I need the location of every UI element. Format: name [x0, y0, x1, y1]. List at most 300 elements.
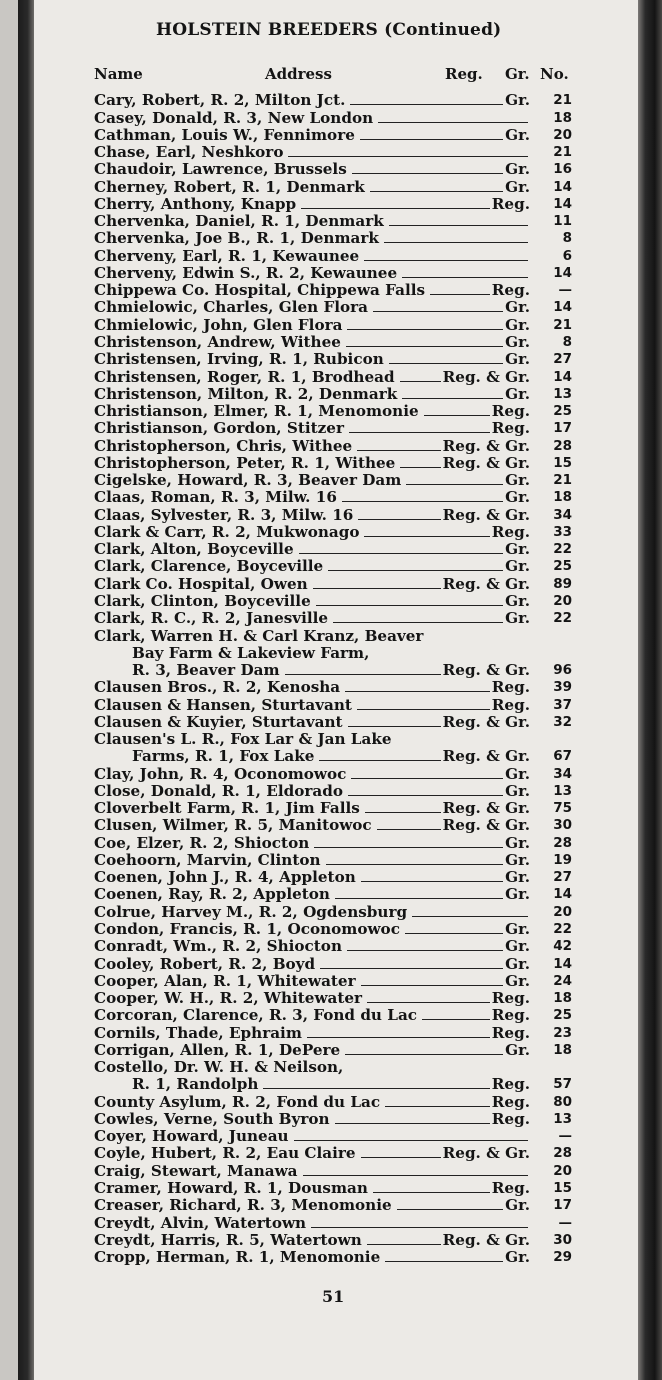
list-item [94, 230, 572, 247]
registration-code: Gr. [505, 954, 530, 973]
herd-count: 14 [553, 264, 572, 281]
registration-code: Gr. [505, 160, 530, 179]
herd-count: 14 [553, 178, 572, 195]
breeder-entry-text: Coenen, Ray, R. 2, Appleton [94, 885, 330, 904]
list-item [94, 1145, 572, 1162]
herd-count: 22 [553, 610, 572, 627]
registration-code: Gr. [505, 781, 530, 800]
registration-code: Gr. [505, 91, 530, 110]
breeder-entry-text: Bay Farm & Lakeview Farm, [132, 643, 370, 662]
leader-line [364, 536, 489, 537]
list-item [94, 161, 572, 178]
list-item [94, 334, 572, 351]
herd-count: 30 [553, 1231, 572, 1248]
binding-shadow-left [18, 0, 34, 1380]
breeder-entry-text: Clark, Clarence, Boyceville [94, 557, 324, 576]
list-item [94, 109, 572, 126]
breeder-entry-text: Christopherson, Peter, R. 1, Withee [94, 453, 396, 472]
leader-line [412, 916, 528, 917]
leader-line [400, 467, 440, 468]
list-item [94, 351, 572, 368]
leader-line [373, 311, 503, 312]
leader-line [422, 1019, 490, 1020]
list-item [94, 852, 572, 869]
list-item [94, 903, 572, 920]
registration-code: Gr. [505, 591, 530, 610]
herd-count: 89 [553, 575, 572, 592]
list-item [94, 472, 572, 489]
registration-code: Reg. & Gr. [442, 453, 530, 472]
list-item [94, 368, 572, 385]
breeder-entry-text: Clark, Clinton, Boyceville [94, 591, 311, 610]
list-item [94, 1093, 572, 1110]
registration-code: Gr. [505, 937, 530, 956]
herd-count: 25 [553, 403, 572, 420]
leader-line [361, 985, 504, 986]
breeder-entry-text: Christensen, Irving, R. 1, Rubicon [94, 350, 384, 369]
herd-count: 32 [553, 713, 572, 730]
breeder-entry-text: Cooper, Alan, R. 1, Whitewater [94, 971, 356, 990]
leader-line [370, 191, 503, 192]
herd-count: 20 [553, 1162, 572, 1179]
registration-code: Reg. [491, 1023, 530, 1042]
list-item [94, 265, 572, 282]
registration-code: Gr. [505, 868, 530, 887]
registration-code: Reg. [491, 1109, 530, 1128]
list-item [94, 386, 572, 403]
herd-count: — [558, 282, 572, 299]
breeder-entry-text: Corcoran, Clarence, R. 3, Fond du Lac [94, 1006, 418, 1025]
herd-count: 25 [553, 1007, 572, 1024]
list-item [94, 1024, 572, 1041]
leader-line [385, 1261, 503, 1262]
registration-code: Gr. [505, 471, 530, 490]
breeder-entry-text: Chervenka, Daniel, R. 1, Denmark [94, 212, 384, 231]
herd-count: 17 [553, 420, 572, 437]
list-item [94, 299, 572, 316]
list-item [94, 316, 572, 333]
herd-count: 23 [553, 1024, 572, 1041]
breeder-entry-text: Creydt, Alvin, Watertown [94, 1213, 307, 1232]
registration-code: Gr. [505, 125, 530, 144]
herd-count: 8 [562, 333, 572, 350]
breeder-entry-text: Creydt, Harris, R. 5, Watertown [94, 1230, 362, 1249]
leader-line [364, 260, 528, 261]
leader-line [299, 553, 504, 554]
breeder-entry-text: Claas, Roman, R. 3, Milw. 16 [94, 488, 337, 507]
breeder-entry-text: Cathman, Louis W., Fennimore [94, 125, 355, 144]
herd-count: 25 [553, 558, 572, 575]
leader-line [402, 398, 503, 399]
breeder-entry-text: Christopherson, Chris, Withee [94, 436, 353, 455]
list-item [94, 213, 572, 230]
breeder-entry-text: Cowles, Verne, South Byron [94, 1109, 330, 1128]
leader-line [384, 242, 528, 243]
herd-count: 21 [553, 144, 572, 161]
herd-count: 33 [553, 523, 572, 540]
herd-count: — [558, 1214, 572, 1231]
breeder-entry-text: Craig, Stewart, Manawa [94, 1161, 298, 1180]
herd-count: 21 [553, 316, 572, 333]
herd-count: 75 [553, 800, 572, 817]
herd-count: 80 [553, 1093, 572, 1110]
list-item [94, 420, 572, 437]
leader-line [307, 1037, 490, 1038]
list-item [94, 437, 572, 454]
breeder-entry-text: Clark Co. Hospital, Owen [94, 574, 308, 593]
registration-code: Gr. [505, 350, 530, 369]
list-item [94, 990, 572, 1007]
breeder-entry-text: Christianson, Gordon, Stitzer [94, 419, 344, 438]
registration-code: Reg. [491, 194, 530, 213]
herd-count: 21 [553, 472, 572, 489]
leader-line [301, 208, 490, 209]
list-item [94, 748, 572, 765]
registration-code: Reg. [491, 522, 530, 541]
binding-shadow-right [638, 0, 662, 1380]
leader-line [347, 329, 503, 330]
herd-count: 20 [553, 592, 572, 609]
breeder-entry-text: Corrigan, Allen, R. 1, DePere [94, 1040, 341, 1059]
herd-count: 29 [553, 1249, 572, 1266]
leader-line [345, 1054, 503, 1055]
leader-line [352, 173, 503, 174]
herd-count: 18 [553, 109, 572, 126]
column-header-gr: Gr. [505, 65, 530, 83]
list-item [94, 1111, 572, 1128]
herd-count: 13 [553, 385, 572, 402]
registration-code: Gr. [505, 1248, 530, 1267]
breeder-entry-text: Clark, Alton, Boyceville [94, 540, 294, 559]
leader-line [350, 104, 503, 105]
leader-line [357, 709, 490, 710]
herd-count: 37 [553, 696, 572, 713]
list-item [94, 593, 572, 610]
herd-count: 20 [553, 126, 572, 143]
leader-line [294, 1140, 528, 1141]
leader-line [367, 1244, 441, 1245]
list-item [94, 869, 572, 886]
leader-line [346, 346, 503, 347]
breeder-entry-text: Creaser, Richard, R. 3, Menomonie [94, 1196, 392, 1215]
list-item [94, 645, 572, 662]
breeder-entry-text: Conradt, Wm., R. 2, Shiocton [94, 937, 342, 956]
herd-count: 17 [553, 1197, 572, 1214]
list-item [94, 1076, 572, 1093]
leader-line [367, 1002, 490, 1003]
breeder-entry-text: County Asylum, R. 2, Fond du Lac [94, 1092, 381, 1111]
list-item [94, 627, 572, 644]
list-item [94, 524, 572, 541]
list-item [94, 1232, 572, 1249]
leader-line [348, 726, 441, 727]
breeder-entry-text: Coehoorn, Marvin, Clinton [94, 850, 321, 869]
herd-count: 19 [553, 851, 572, 868]
leader-line [314, 847, 503, 848]
herd-count: 14 [553, 886, 572, 903]
breeder-entry-text: R. 1, Randolph [132, 1075, 259, 1094]
breeder-entry-text: Christensen, Roger, R. 1, Brodhead [94, 367, 395, 386]
registration-code: Reg. [491, 678, 530, 697]
breeder-entry-text: Chase, Earl, Neshkoro [94, 143, 284, 162]
herd-count: 28 [553, 1145, 572, 1162]
breeder-entry-text: Cropp, Herman, R. 1, Menomonie [94, 1248, 381, 1267]
list-item [94, 921, 572, 938]
herd-count: 14 [553, 368, 572, 385]
breeder-entry-text: Coyer, Howard, Juneau [94, 1127, 289, 1146]
list-item [94, 1214, 572, 1231]
column-header-name: Name [94, 65, 143, 83]
list-item [94, 610, 572, 627]
list-item [94, 1007, 572, 1024]
herd-count: 34 [553, 765, 572, 782]
breeder-entry-text: Clark & Carr, R. 2, Mukwonago [94, 522, 360, 541]
leader-line [311, 1227, 528, 1228]
leader-line [316, 605, 503, 606]
registration-code: Reg. [491, 695, 530, 714]
herd-count: 8 [562, 230, 572, 247]
herd-count: 21 [553, 92, 572, 109]
leader-line [326, 864, 504, 865]
breeder-entry-text: Farms, R. 1, Fox Lake [132, 747, 315, 766]
herd-count: 27 [553, 869, 572, 886]
herd-count: 14 [553, 299, 572, 316]
list-item [94, 92, 572, 109]
breeder-entry-text: Cherney, Robert, R. 1, Denmark [94, 177, 365, 196]
list-item [94, 696, 572, 713]
list-item [94, 834, 572, 851]
leader-line [288, 156, 528, 157]
registration-code: Gr. [505, 298, 530, 317]
page-number: 51 [322, 1287, 345, 1306]
leader-line [424, 415, 490, 416]
list-item [94, 282, 572, 299]
leader-line [342, 501, 503, 502]
list-item [94, 800, 572, 817]
registration-code: Reg. [491, 419, 530, 438]
breeder-entry-text: Cornils, Thade, Ephraim [94, 1023, 302, 1042]
list-item [94, 679, 572, 696]
registration-code: Gr. [505, 540, 530, 559]
breeder-entry-text: Costello, Dr. W. H. & Neilson, [94, 1058, 344, 1077]
registration-code: Gr. [505, 332, 530, 351]
registration-code: Reg. [491, 1006, 530, 1025]
list-item [94, 714, 572, 731]
leader-line [320, 968, 503, 969]
list-item [94, 541, 572, 558]
leader-line [335, 1123, 490, 1124]
breeder-entry-text: Cigelske, Howard, R. 3, Beaver Dam [94, 471, 402, 490]
list-item [94, 886, 572, 903]
registration-code: Reg. [491, 1179, 530, 1197]
registration-code: Reg. & Gr. [442, 799, 530, 818]
breeder-entry-text: Clausen Bros., R. 2, Kenosha [94, 678, 341, 697]
list-item [94, 817, 572, 834]
list-item [94, 558, 572, 575]
leader-line [347, 950, 503, 951]
registration-code: Gr. [505, 833, 530, 852]
breeder-entry-text: Clausen & Hansen, Sturtavant [94, 695, 352, 714]
leader-line [328, 570, 503, 571]
breeder-entry-text: Clay, John, R. 4, Oconomowoc [94, 764, 347, 783]
breeder-entry-text: R. 3, Beaver Dam [132, 661, 280, 680]
leader-line [373, 1192, 490, 1193]
leader-line [285, 674, 441, 675]
leader-line [313, 588, 441, 589]
list-item [94, 403, 572, 420]
leader-line [361, 1157, 441, 1158]
registration-code: Reg. [491, 1092, 530, 1111]
list-item [94, 575, 572, 592]
breeder-entry-text: Cary, Robert, R. 2, Milton Jct. [94, 91, 346, 110]
list-item [94, 1197, 572, 1214]
registration-code: Gr. [505, 384, 530, 403]
herd-count: 96 [553, 662, 572, 679]
breeder-entry-text: Clark, Warren H. & Carl Kranz, Beaver [94, 626, 424, 645]
herd-count: 24 [553, 972, 572, 989]
herd-count: 57 [553, 1076, 572, 1093]
herd-count: 13 [553, 782, 572, 799]
breeder-entry-text: Cooley, Robert, R. 2, Boyd [94, 954, 316, 973]
breeder-entry-text: Cherveny, Earl, R. 1, Kewaunee [94, 246, 360, 265]
herd-count: 18 [553, 1041, 572, 1058]
list-item [94, 1249, 572, 1266]
list-item [94, 783, 572, 800]
registration-code: Gr. [505, 1040, 530, 1059]
leader-line [378, 122, 528, 123]
herd-count: 15 [553, 1180, 572, 1196]
list-item [94, 127, 572, 144]
herd-count: 42 [553, 938, 572, 955]
list-item [94, 489, 572, 506]
leader-line [397, 1209, 503, 1210]
list-item [94, 455, 572, 472]
leader-line [389, 363, 503, 364]
breeder-entry-text: Clausen & Kuyier, Sturtavant [94, 712, 343, 731]
leader-line [351, 778, 503, 779]
leader-line [361, 881, 503, 882]
herd-count: 67 [553, 748, 572, 765]
herd-count: 6 [562, 247, 572, 264]
column-header-no: No. [540, 65, 569, 83]
registration-code: Reg. & Gr. [442, 712, 530, 731]
breeder-entry-text: Claas, Sylvester, R. 3, Milw. 16 [94, 505, 354, 524]
leader-line [365, 812, 441, 813]
column-header-reg: Reg. [445, 65, 483, 83]
registration-code: Gr. [505, 971, 530, 990]
herd-count: 30 [553, 817, 572, 834]
registration-code: Reg. & Gr. [442, 747, 530, 766]
herd-count: 34 [553, 506, 572, 523]
leader-line [357, 450, 440, 451]
herd-count: 14 [553, 955, 572, 972]
breeder-entry-text: Clark, R. C., R. 2, Janesville [94, 609, 329, 628]
list-item [94, 731, 572, 748]
leader-line [345, 691, 490, 692]
breeder-list [94, 92, 572, 1266]
registration-code: Reg. & Gr. [442, 436, 530, 455]
breeder-entry-text: Cherveny, Edwin S., R. 2, Kewaunee [94, 263, 398, 282]
list-item [94, 973, 572, 990]
breeder-entry-text: Condon, Francis, R. 1, Oconomowoc [94, 920, 400, 939]
registration-code: Gr. [505, 315, 530, 334]
herd-count: 18 [553, 990, 572, 1007]
list-item [94, 144, 572, 161]
breeder-entry-text: Cloverbelt Farm, R. 1, Jim Falls [94, 799, 360, 818]
breeder-entry-text: Chervenka, Joe B., R. 1, Denmark [94, 229, 379, 248]
herd-count: 39 [553, 679, 572, 696]
list-item [94, 506, 572, 523]
breeder-entry-text: Cramer, Howard, R. 1, Dousman [94, 1179, 368, 1197]
breeder-entry-text: Christenson, Milton, R. 2, Denmark [94, 384, 398, 403]
registration-code: Reg. [491, 402, 530, 421]
herd-count: 22 [553, 921, 572, 938]
herd-count: 11 [553, 213, 572, 230]
breeder-entry-text: Chmielowic, John, Glen Flora [94, 315, 343, 334]
list-item [94, 247, 572, 264]
leader-line [348, 795, 503, 796]
breeder-entry-text: Chippewa Co. Hospital, Chippewa Falls [94, 281, 426, 300]
leader-line [263, 1088, 489, 1089]
registration-code: Gr. [505, 609, 530, 628]
herd-count: 27 [553, 351, 572, 368]
leader-line [402, 277, 528, 278]
breeder-entry-text: Clusen, Wilmer, R. 5, Manitowoc [94, 816, 372, 835]
breeder-entry-text: Casey, Donald, R. 3, New London [94, 108, 374, 127]
leader-line [405, 933, 503, 934]
registration-code: Reg. & Gr. [442, 574, 530, 593]
herd-count: 15 [553, 454, 572, 471]
leader-line [349, 432, 490, 433]
leader-line [319, 760, 440, 761]
herd-count: 14 [553, 195, 572, 212]
registration-code: Reg. [491, 1075, 530, 1094]
breeder-entry-text: Colrue, Harvey M., R. 2, Ogdensburg [94, 902, 408, 921]
breeder-entry-text: Chaudoir, Lawrence, Brussels [94, 160, 347, 179]
registration-code: Gr. [505, 850, 530, 869]
breeder-entry-text: Christenson, Andrew, Withee [94, 332, 341, 351]
registration-code: Reg. & Gr. [442, 661, 530, 680]
leader-line [400, 381, 441, 382]
leader-line [303, 1175, 529, 1176]
leader-line [377, 829, 441, 830]
list-item [94, 1128, 572, 1145]
registration-code: Reg. & Gr. [442, 816, 530, 835]
herd-count: 16 [553, 161, 572, 178]
list-item [94, 955, 572, 972]
registration-code: Reg. [491, 989, 530, 1008]
breeder-entry-text: Clausen's L. R., Fox Lar & Jan Lake [94, 730, 392, 749]
registration-code: Reg. & Gr. [442, 505, 530, 524]
registration-code: Gr. [505, 488, 530, 507]
leader-line [389, 225, 528, 226]
breeder-entry-text: Christianson, Elmer, R. 1, Menomonie [94, 402, 419, 421]
breeder-entry-text: Cooper, W. H., R. 2, Whitewater [94, 989, 363, 1008]
leader-line [430, 294, 490, 295]
leader-line [358, 519, 440, 520]
column-header-address: Address [265, 65, 332, 83]
leader-line [335, 898, 503, 899]
list-item [94, 1059, 572, 1076]
list-item [94, 1180, 572, 1197]
breeder-entry-text: Close, Donald, R. 1, Eldorado [94, 781, 343, 800]
leader-line [406, 484, 503, 485]
herd-count: 28 [553, 834, 572, 851]
list-item [94, 765, 572, 782]
breeder-entry-text: Coe, Elzer, R. 2, Shiocton [94, 833, 310, 852]
breeder-entry-text: Chmielowic, Charles, Glen Flora [94, 298, 368, 317]
page-title: HOLSTEIN BREEDERS (Continued) [156, 20, 502, 40]
